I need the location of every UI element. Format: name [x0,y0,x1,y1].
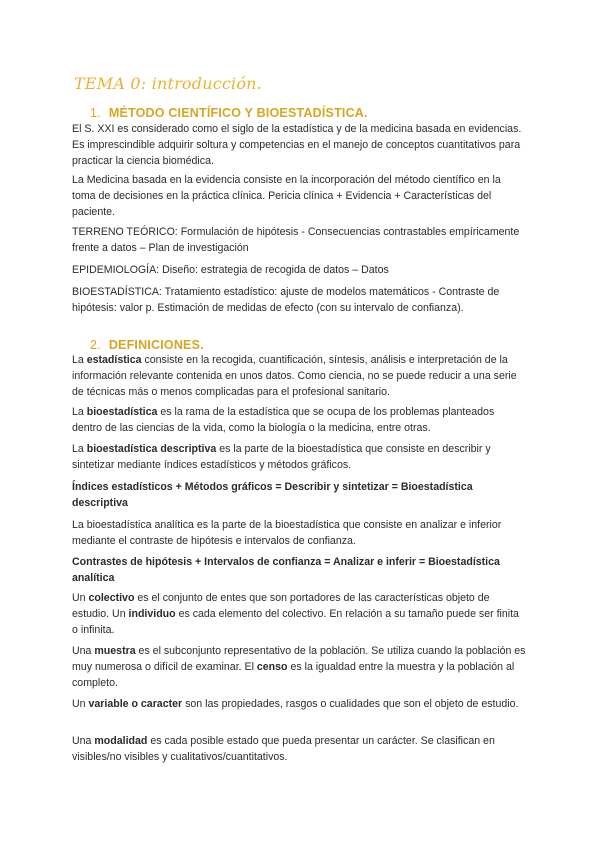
formula-analitica [72,554,527,586]
definition-estadistica [72,352,527,400]
text: es la parte de la bioestadística que consiste en describir y sintetizar mediante índices estadísticos y métodos gráficos. [72,443,491,471]
definition-muestra [72,643,527,691]
section-1-number: 1. [90,106,101,120]
term-muestra: muestra [94,645,136,657]
paragraph-epidemiologia: EPIDEMIOLOGÍA: Diseño: estrategia de recogida de datos – Datos [72,264,389,276]
term-bioestadistica-descriptiva: bioestadística descriptiva [86,443,217,455]
term-bioestadistica: bioestadística [86,406,158,418]
term-individuo: individuo [128,608,176,620]
text: La [72,406,87,418]
paragraph-siglo-estadistica: El S. XXI es considerado como el siglo de la estadística y de la medicina basada en evidencias. Es imprescindible adquirir soltura y competencias en el manejo de conceptos cuantitativos para practicar la ciencia biomédica. [72,123,522,167]
text: consiste en la recogida, cuantificación, síntesis, análisis e interpretación de la información relevante contenida en unos datos. Como ciencia, no se puede reducir a una serie de técnicas más o menos complicadas para el profesional sanitario. [72,354,517,398]
definition-bioestadistica [72,404,527,436]
formula-descriptiva [72,479,527,511]
definition-bioestadistica-analitica: La bioestadística analítica es la parte de la bioestadística que consiste en analizar e inferior mediante el contraste de hipótesis e intervalos de confianza. [72,519,502,547]
term-variable: variable o caracter [88,698,183,710]
text: Un [72,592,89,604]
section-2-number: 2. [90,338,101,352]
section-1-heading [90,106,368,120]
text: es la igualdad entre la muestra y la población al completo. [72,661,515,689]
definition-colectivo [72,590,527,638]
definition-bioestadistica-descriptiva [72,441,527,473]
term-censo: censo [256,661,288,673]
text: es el conjunto de entes que son portadores de las características objeto de estudio. Un [72,592,490,620]
section-1-heading-text: MÉTODO CIENTÍFICO Y BIOESTADÍSTICA. [108,106,368,120]
text: La [72,354,87,366]
text: son las propiedades, rasgos o cualidades que son el objeto de estudio. [182,698,519,710]
term-estadistica: estadística [86,354,142,366]
paragraph-bioestadistica: BIOESTADÍSTICA: Tratamiento estadístico: ajuste de modelos matemáticos - Contraste de hipótesis: valor p. Estimación de medidas de efecto (con su intervalo de confianza). [72,286,500,314]
definition-variable [72,696,527,712]
section-2-heading-text: DEFINICIONES. [108,338,204,352]
paragraph-medicina-evidencia: La Medicina basada en la evidencia consiste en la incorporación del método científico en la toma de decisiones en la práctica clínica. Pericia clínica + Evidencia + Características del paciente. [72,174,501,218]
text: Un [72,698,89,710]
section-2-heading [90,338,204,352]
text: La [72,443,87,455]
text: es la rama de la estadística que se ocupa de los problemas planteados dentro de las ciencias de la vida, como la biología o la medicina, entre otras. [72,406,495,434]
text: Una [72,735,95,747]
term-modalidad: modalidad [94,735,148,747]
text: Una [72,645,95,657]
text: es cada posible estado que pueda presentar un carácter. Se clasifican en visibles/no visibles y cualitativos/cuantitativos. [72,735,495,763]
document-title: TEMA 0: introducción. [74,74,262,93]
text: es cada elemento del colectivo. En relación a su tamaño puede ser finita o infinita. [72,608,519,636]
formula-descriptiva-text: Índices estadísticos + Métodos gráficos = Describir y sintetizar = Bioestadística descriptiva [72,481,473,509]
formula-analitica-text: Contrastes de hipótesis + Intervalos de confianza = Analizar e inferir = Bioestadística analítica [72,556,500,584]
paragraph-terreno-teorico: TERRENO TEÓRICO: Formulación de hipótesis - Consecuencias contrastables empíricamente frente a datos – Plan de investigación [72,226,520,254]
text: es el subconjunto representativo de la población. Se utiliza cuando la población es muy numerosa o difícil de examinar. El [72,645,526,673]
term-colectivo: colectivo [88,592,135,604]
definition-modalidad [72,733,527,765]
